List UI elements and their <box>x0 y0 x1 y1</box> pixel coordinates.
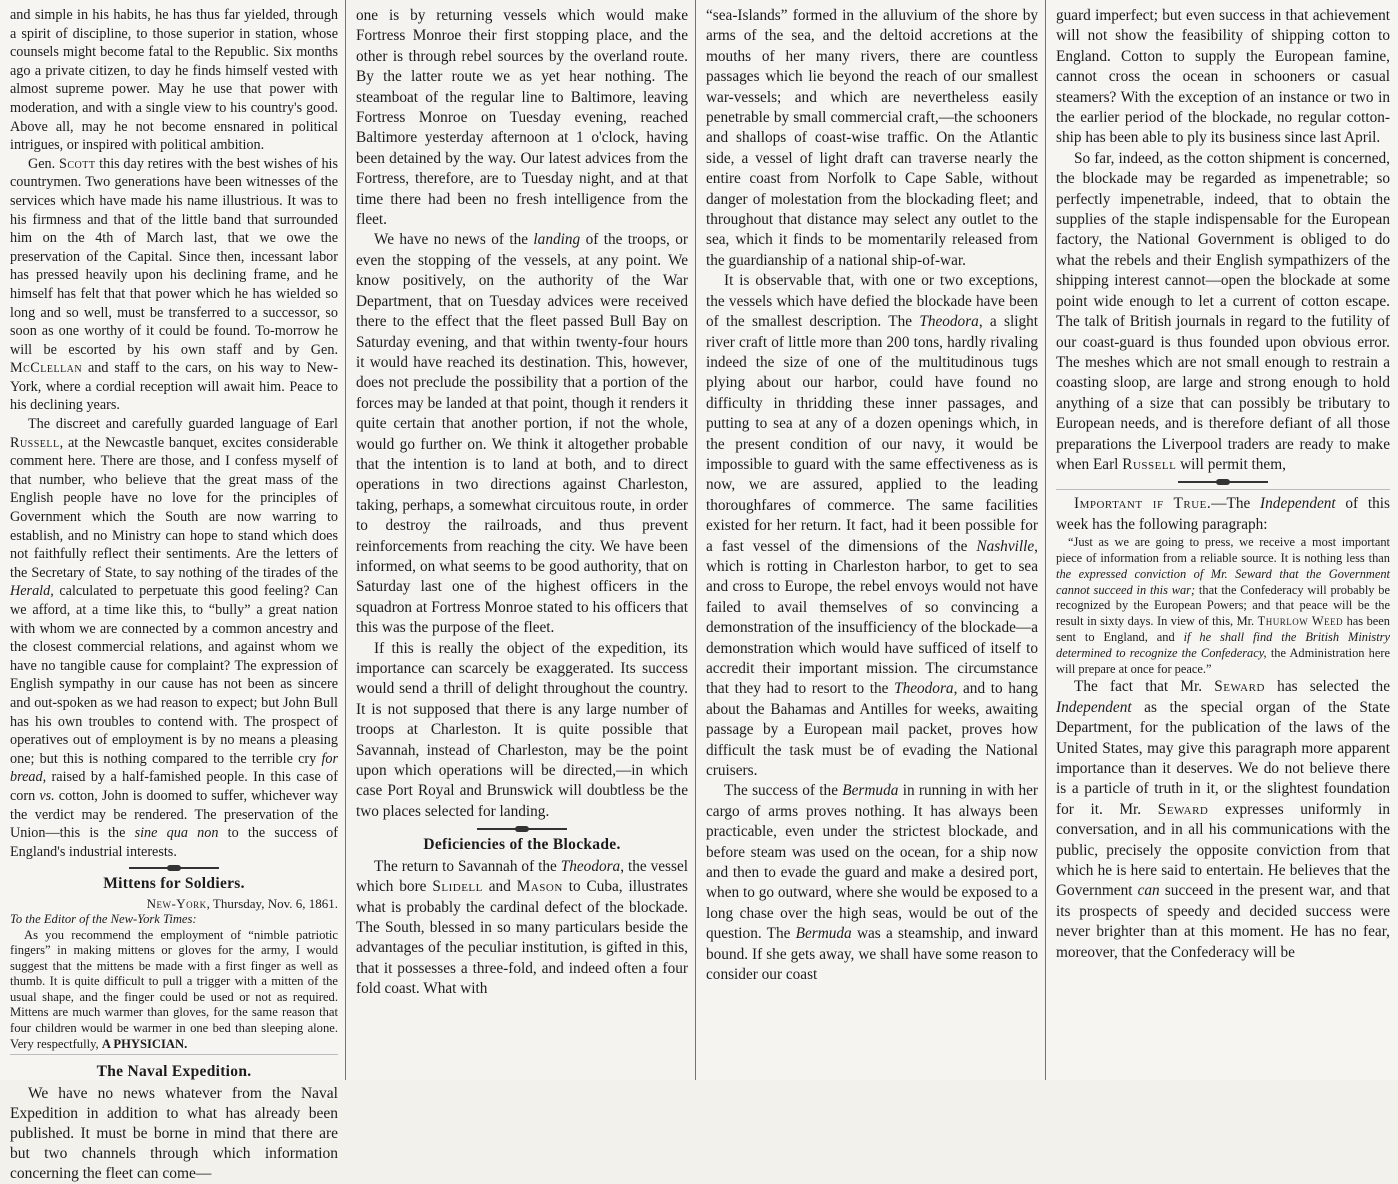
important-if-true-lead: Important if True.—The Independent of this week has the following paragraph: <box>1056 495 1390 533</box>
gen-scott-paragraph: Gen. Scott this day retires with the best wishes of his countrymen. Two generations have been witnesses of the services which have made his name illustrious. It was to his firmness and that of the little band that surrounded him on the 4th of March last, that we owe the preservation of the Capital. Since then, incessant labor has pressed heavily upon his declining frame, and he himself has felt that that power which he has wielded so long and so well, must be transferred to a successor, so soon as one worthy of it could be found. To-morrow he will be escorted by his own staff and by Gen. McClellan and staff to the cars, on his way to New-York, where a cordial reception will await him. Peace to his declining years. <box>10 155 338 414</box>
landing-paragraph: We have no news of the landing of the troops, or even the stopping of the vessels, at any point. We know positively, on the authority of the War Department, that on Tuesday advices were received there to the effect that the fleet passed Bull Bay on Saturday evening, and that within twenty-four hours it would have reached its destination. This, however, does not preclude the possibility that a portion of the forces may be landed at that point, though it renders it quite certain that another portion, if not the whole, would go further on. We think it altogether probable that the intention is to land at both, and to direct operations in two directions against Charleston, taking, perhaps, a somewhat circuitous route, in order to destroy the railroads, and thus prevent reinforcements from reaching the city. We have been informed, on what seems to be good authority, that on Saturday last one of the highest officers in the squadron at Fortress Monroe stated to his officers that this was the purpose of the fleet. <box>356 231 688 637</box>
scott-character-paragraph: and simple in his habits, he has thus far yielded, through a spirit of discipline, to those superior in station, whose counsels might become fatal to the Republic. Six months ago a private citizen, to day he finds himself vested with almost supreme power. May he use that power with moderation, and with a single view to his country's good. Above all, may he not become ensnared in political intrigues, or inspired with political ambition. <box>10 7 338 154</box>
naval-expedition-article <box>10 1054 338 1184</box>
seward-paragraph: The fact that Mr. Seward has selected the Independent as the special organ of the State Department, for the publication of the laws of the United States, may give this paragraph more apparent importance than it deserves. We do not believe there is a particle of truth in it, or the slightest foundation for it. Mr. Seward expresses uniformly in conversation, and in all his communications with the public, precisely the opposite conviction from that which he is here said to entertain. He believes that the Government can succeed in the present war, and that its prospects of speedy and decided success were never brighter than at this moment. He has no fear, moreover, that the Confederacy will be <box>1056 678 1391 961</box>
object-paragraph: If this is really the object of the expedition, its importance can scarcely be exaggerated. Its success would send a thrill of delight throughout the country. It is not supposed that there is any large number of troops at Charleston. It is quite possible that Savannah, instead of Charleston, may be the point upon which operations will be directed,—in which case Port Royal and Brunswick will doubtless be the two places selected for landing. <box>356 639 688 820</box>
column-1 <box>0 0 346 1182</box>
cotton-paragraph: guard imperfect; but even success in that achievement will not show the feasibility of shipping cotton to England. Cotton to supply the European famine, cannot cross the ocean in schooners or casual steamers? With the exception of an instance or two in the earlier period of the blockade, no regular cotton-ship has been able to ply its business since last April. <box>1056 7 1390 147</box>
section-divider <box>129 867 219 869</box>
mittens-salutation: To the Editor of the New-York Times: <box>10 911 197 926</box>
blockade-headline: Deficiencies of the Blockade. <box>423 836 621 854</box>
blockade-paragraph: The return to Savannah of the Theodora, the vessel which bore Slidell and Mason to Cuba, illustrates what is probably the cardinal defect of the blockade. The South, blessed in so many particulars beside the advantages of the peculiar institution, is gifted in this, that it possesses a three-fold, and indeed often a four fold coast. What with <box>356 857 688 998</box>
bermuda-paragraph: The success of the Bermuda in running in with her cargo of arms proves nothing. It has always been practicable, even under the strictest blockade, and before steam was used on the ocean, for a ship now and then to evade the guard and make a desired port, when to go outward, where she would be exposed to a long chase over the high seas, would be out of the question. The Bermuda was a steamship, and inward bound. If she gets away, we shall have some reason to consider our coast <box>706 782 1039 984</box>
impenetrable-paragraph: So far, indeed, as the cotton shipment is concerned, the blockade may be regarded as impenetrable; so perfectly impenetrable, indeed, that to obtain the supplies of the staple indispensable for the European factory, the National Government is obliged to do what the rebels and their English sympathizers of the shipping interest cannot—open the blockade at some point wide enough to let a current of cotton escape. The talk of British journals in regard to the futility of our coast-guard is thus founded upon obvious error. The meshes which are not small enough to restrain a coasting sloop, are large and strong enough to hold anything of a size that can possibly be tributary to European needs, and is therefore defiant of all those preparations the Liverpool traders are ready to make when Earl Russell will permit them, <box>1056 149 1390 473</box>
name-russell: Russell <box>10 434 60 451</box>
channels-paragraph: one is by returning vessels which would make Fortress Monroe their first stopping place, and the other is through rebel sources by the overland route. By the latter route we as yet hear nothing. The steamboat of the regular line to Baltimore, leaving Fortress Monroe on Tuesday evening, reached Baltimore yesterday afternoon at 1 o'clock, having been detained by the way. Our latest advices from the Fortress, therefore, are to Tuesday night, and at that time there had been no fresh intelligence from the fleet. <box>356 7 688 229</box>
column-4 <box>1046 0 1398 1080</box>
section-divider <box>477 828 567 830</box>
earl-russell-paragraph: The discreet and carefully guarded language of Earl Russell, at the Newcastle banquet, excites considerable comment here. There are those, and I confess myself of that number, who believe that the great mass of the English people have no love for the principles of Government which the South are now warring to establish, and no Ministry can hope to stand which does not faithfully reflect their sentiments. Are the letters of the Secretary of State, to say nothing of the tirades of the Herald, calculated to perpetuate this good feeling? Can we afford, at a time like this, to “bully” a great nation with whom we are connected by a common ancestry and the closest commercial relations, and against whom we have no tangible cause for complaint? The expression of English sympathy in our cause has not been as sincere and out-spoken as we had reason to expect; but John Bull has his own troubles to contend with. The prospect of operatives out of employment is by no means a pleasing one; but this is nothing compared to the terrible cry for bread, raised by a half-famished people. In this case of corn vs. cotton, John is doomed to suffer, whichever way the verdict may be rendered. The preservation of the Union—this is the sine qua non to the success of England's industrial interests. <box>10 416 338 860</box>
section-divider <box>1178 481 1268 483</box>
mittens-dateline: New-York, Thursday, Nov. 6, 1861. <box>146 895 338 911</box>
name-scott: Scott <box>58 155 96 172</box>
naval-expedition-headline: The Naval Expedition. <box>96 1063 252 1081</box>
important-if-true-article <box>1056 489 1390 963</box>
mittens-signature: A PHYSICIAN. <box>101 1036 188 1051</box>
sea-islands-paragraph: “sea-Islands” formed in the alluvium of the shore by arms of the sea, and the deltoid accretions at the mouths of her many rivers, there are countless passages which lie beyond the reach of our smallest war-vessels; and which are nevertheless easily penetrable by small commercial craft,—the schooners and shallops of coast-wise traffic. On the Atlantic side, a vessel of light draft can traverse nearly the entire coast from Norfolk to Cape Sable, without danger of molestation from the blockading fleet; and throughout that distance may select any outlet to the sea, which it finds to be momentarily released from the guardianship of a national ship-of-war. <box>706 7 1038 269</box>
observable-paragraph: It is observable that, with one or two exceptions, the vessels which have defied the blockade have been of the smallest description. The Theodora, a slight river craft of little more than 200 tons, hardly rivaling indeed the size of one of the multitudinous tugs plying about our harbor, could have found no difficulty in thridding these inner passages, and putting to sea at any of a dozen openings which, in the present condition of our navy, it would be impossible to guard with the same effectiveness as is now, we are assured, applied to the leading thoroughfares of commerce. The same facilities existed for her return. It fact, had it been possible for a fast vessel of the dimensions of the Nashville, which is rotting in Charleston harbor, to get to sea and cross to Europe, the rebel envoys would not have failed to avail themselves of so convincing a demonstration of the insufficiency of the blockade—a demonstration which would have sufficed of itself to accredit their important mission. The circumstance that they had to resort to the Theodora, and to hang about the Bahamas and Antilles for weeks, awaiting passage by a European mail packet, proves how difficult the task must be of evading the National cruisers. <box>706 272 1039 780</box>
column-3 <box>696 0 1046 1080</box>
column-2 <box>346 0 696 1080</box>
mittens-headline: Mittens for Soldiers. <box>103 875 245 893</box>
naval-expedition-body: We have no news whatever from the Naval Expedition in addition to what has already been published. It must be borne in mind that there are but two channels through which information concerning the fleet can come— <box>10 1084 338 1182</box>
independent-quote: “Just as we are going to press, we receive a most important piece of information from a reliable source. It is nothing less than the expressed conviction of Mr. Seward that the Government cannot succeed in this war; that the Confederacy will probably be recognized by the European Powers; and that peace will be the result in sixty days. In view of this, Mr. Thurlow Weed has been sent to England, and if he shall find the British Ministry determined to recognize the Confederacy, the Administration here will prepare at once for peace.” <box>1056 535 1390 676</box>
name-mcclellan: McClellan <box>10 360 83 377</box>
herald-italic: Herald <box>10 583 51 600</box>
mittens-letter: As you recommend the employment of “nimble patriotic fingers” in making mittens or gloves for the army, I would suggest that the mittens be made with a first finger as well as thumb. It is quite difficult to pull a trigger with a mitten of the usual shape, and the finger could be used or not as required. Mittens are much warmer than gloves, for the same reason that four children would be warmer in one bed than sleeping alone. Very respectfully, A PHYSICIAN. <box>10 927 338 1051</box>
